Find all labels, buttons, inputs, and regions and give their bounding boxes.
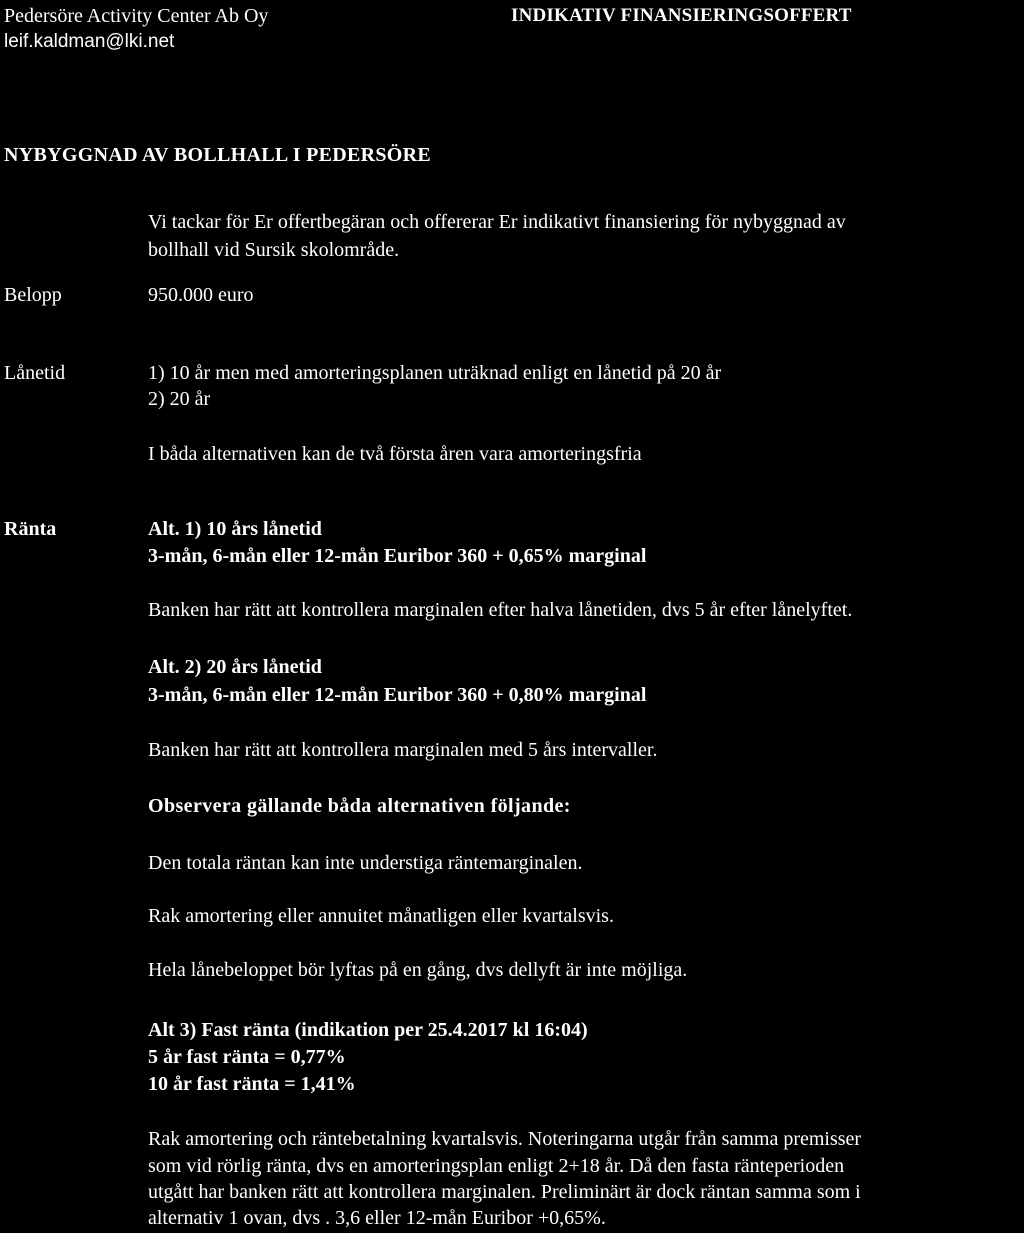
alt1-rate: 3-mån, 6-mån eller 12-mån Euribor 360 + 0,65% marginal: [148, 545, 647, 567]
company-name: Pedersöre Activity Center Ab Oy: [4, 5, 269, 27]
alt3-text-line-4: alternativ 1 ovan, dvs . 3,6 eller 12-mån Euribor +0,65%.: [148, 1207, 606, 1229]
alt3-text-line-1: Rak amortering och räntebetalning kvartalsvis. Noteringarna utgår från samma premisser: [148, 1128, 862, 1150]
ranta-label: Ränta: [4, 518, 57, 540]
lanetid-option-1: 1) 10 år men med amorteringsplanen uträknad enligt en lånetid på 20 år: [148, 362, 722, 384]
alt1-heading: Alt. 1) 10 års lånetid: [148, 518, 322, 540]
alt1-note: Banken har rätt att kontrollera marginalen efter halva lånetiden, dvs 5 år efter lånelyftet.: [148, 599, 853, 621]
alt3-text-line-3: utgått har banken rätt att kontrollera marginalen. Preliminärt är dock räntan samma som i: [148, 1181, 861, 1203]
belopp-value: 950.000 euro: [148, 284, 254, 306]
intro-line-1: Vi tackar för Er offertbegäran och offererar Er indikativt finansiering för nybyggnad av: [148, 211, 846, 233]
alt3-10yr-rate: 10 år fast ränta = 1,41%: [148, 1073, 356, 1095]
observe-heading: Observera gällande båda alternativen följande:: [148, 795, 571, 817]
intro-line-2: bollhall vid Sursik skolområde.: [148, 239, 400, 261]
alt2-heading: Alt. 2) 20 års lånetid: [148, 656, 322, 678]
email-address: leif.kaldman@lki.net: [4, 31, 175, 52]
observe-item-1: Den totala räntan kan inte understiga räntemarginalen.: [148, 852, 583, 874]
observe-item-3: Hela lånebeloppet bör lyftas på en gång, dvs dellyft är inte möjliga.: [148, 959, 688, 981]
alt3-heading: Alt 3) Fast ränta (indikation per 25.4.2017 kl 16:04): [148, 1019, 588, 1041]
lanetid-note: I båda alternativen kan de två första åren vara amorteringsfria: [148, 443, 642, 465]
alt3-text-line-2: som vid rörlig ränta, dvs en amorteringsplan enligt 2+18 år. Då den fasta ränteperioden: [148, 1155, 845, 1177]
page-title: NYBYGGNAD AV BOLLHALL I PEDERSÖRE: [4, 144, 432, 166]
alt2-rate: 3-mån, 6-mån eller 12-mån Euribor 360 + 0,80% marginal: [148, 684, 647, 706]
lanetid-option-2: 2) 20 år: [148, 388, 211, 410]
alt3-5yr-rate: 5 år fast ränta = 0,77%: [148, 1046, 346, 1068]
belopp-label: Belopp: [4, 284, 62, 306]
lanetid-label: Lånetid: [4, 362, 66, 384]
alt2-note: Banken har rätt att kontrollera marginalen med 5 års intervaller.: [148, 739, 658, 761]
observe-item-2: Rak amortering eller annuitet månatligen eller kvartalsvis.: [148, 905, 614, 927]
document-type: INDIKATIV FINANSIERINGSOFFERT: [511, 5, 852, 26]
